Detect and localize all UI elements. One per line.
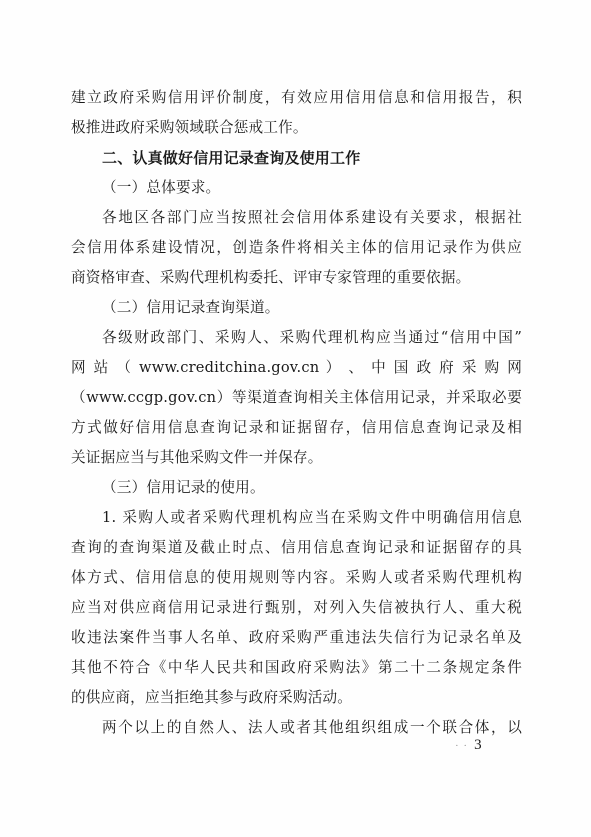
body-text-line: 方式做好信用信息查询记录和证据留存，信用信息查询记录及相 [71, 419, 522, 436]
subsection-heading: （三）信用记录的使用。 [102, 479, 265, 496]
body-text-line: 两个以上的自然人、法人或者其他组织组成一个联合体，以 [102, 719, 522, 736]
body-text-line: （www.ccgp.gov.cn）等渠道查询相关主体信用记录，并采取必要 [71, 389, 522, 406]
body-text-line: 会信用体系建设情况，创造条件将相关主体的信用记录作为供应 [71, 239, 522, 256]
body-text-line: 1. 采购人或者采购代理机构应当在采购文件中明确信用信息 [102, 509, 522, 526]
body-text-line: 的供应商，应当拒绝其参与政府采购活动。 [71, 689, 353, 706]
body-text-line: 收违法案件当事人名单、政府采购严重违法失信行为记录名单及 [71, 629, 522, 646]
subsection-heading: （二）信用记录查询渠道。 [102, 299, 280, 316]
body-text-line: 网 站 （ www.creditchina.gov.cn ） 、 中 国 政 府 采 购 网 [71, 359, 522, 376]
body-text-line: 查询的查询渠道及截止时点、信用信息查询记录和证据留存的具 [71, 539, 522, 556]
body-text-line: 各地区各部门应当按照社会信用体系建设有关要求，根据社 [102, 209, 522, 226]
page-number-value: 3 [474, 737, 482, 753]
body-text-line: 其他不符合《中华人民共和国政府采购法》第二十二条规定条件 [71, 659, 522, 676]
body-text-line: 建立政府采购信用评价制度，有效应用信用信息和信用报告，积 [71, 89, 522, 106]
body-text-line: 体方式、信用信息的使用规则等内容。采购人或者采购代理机构 [71, 569, 522, 586]
body-text-line: 应当对供应商信用记录进行甄别，对列入失信被执行人、重大税 [71, 599, 522, 616]
body-text-line: 关证据应当与其他采购文件一并保存。 [71, 449, 323, 466]
subsection-heading: （一）总体要求。 [102, 179, 221, 196]
body-text-line: 极推进政府采购领域联合惩戒工作。 [71, 119, 308, 136]
body-text-line: 商资格审查、采购代理机构委托、评审专家管理的重要依据。 [71, 269, 471, 286]
section-heading: 二、认真做好信用记录查询及使用工作 [102, 149, 361, 167]
page-number [455, 735, 482, 756]
body-text-line: 各级财政部门、采购人、采购代理机构应当通过“信用中国” [102, 329, 522, 346]
page-marker: · · [455, 740, 469, 752]
